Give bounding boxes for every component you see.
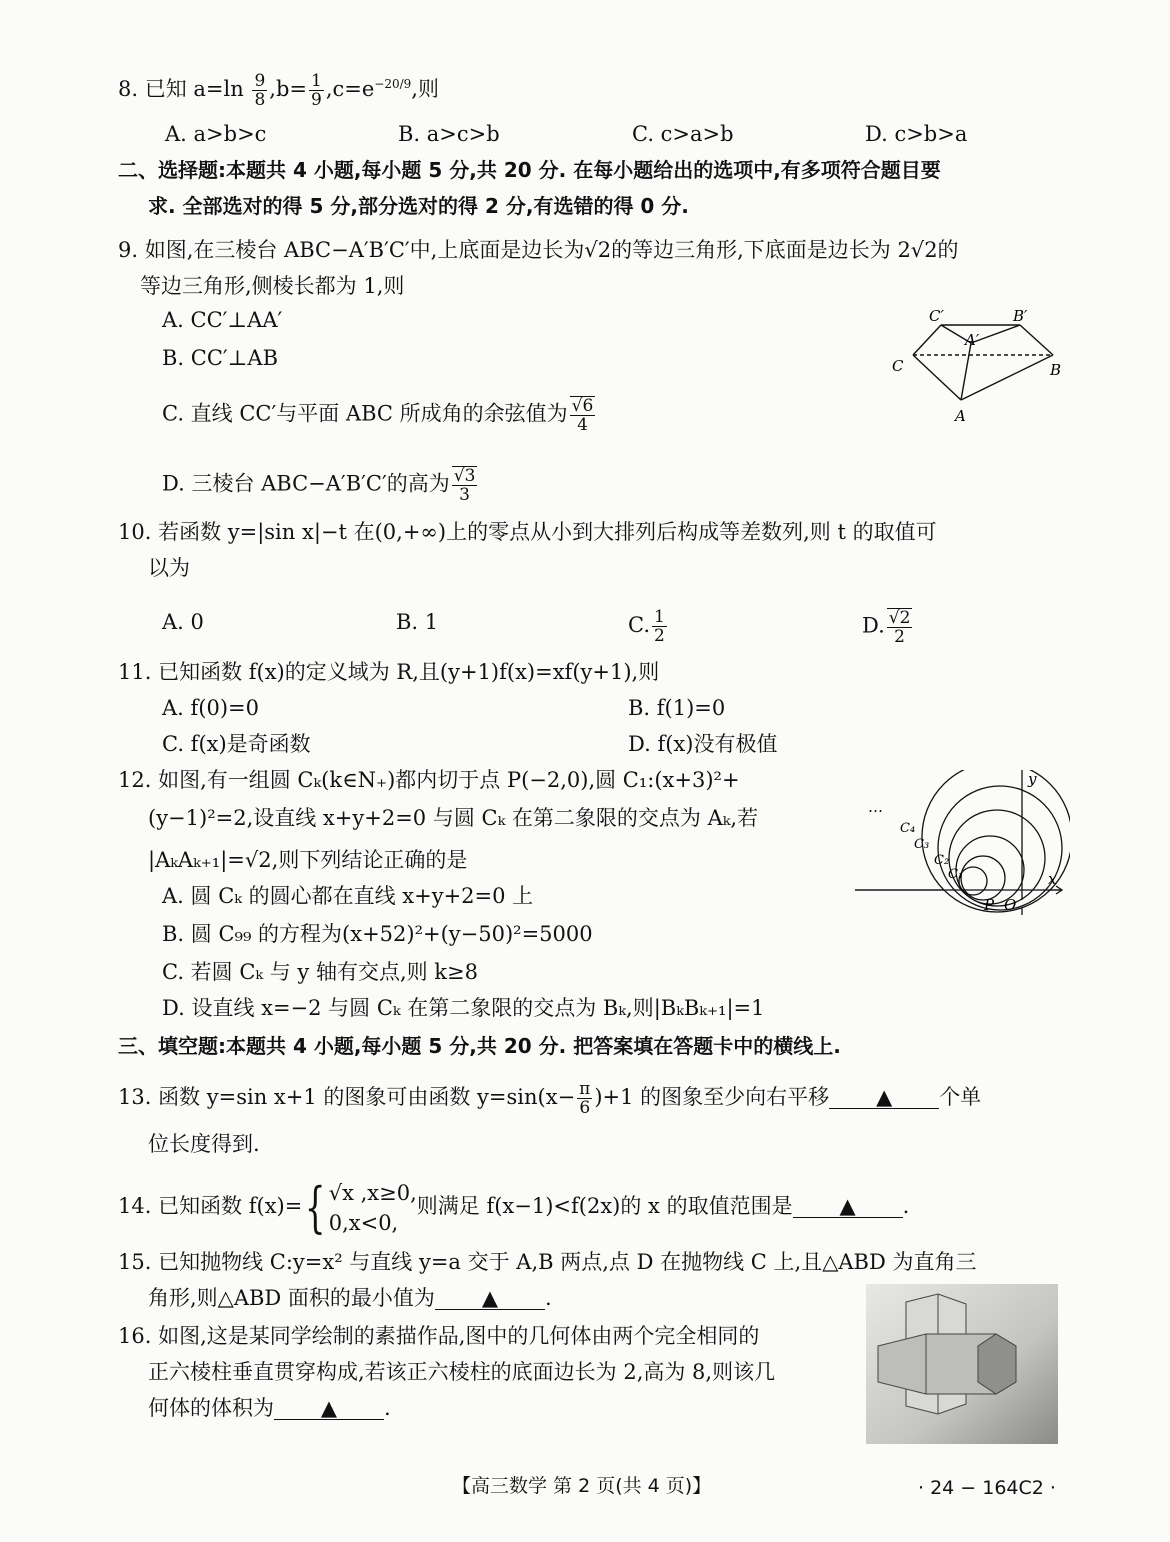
q16-stem-line2: 正六棱柱垂直贯穿构成,若该正六棱柱的底面边长为 2,高为 8,则该几 (148, 1360, 776, 1384)
q15-answer-blank[interactable]: ▲ (435, 1287, 545, 1310)
q9-label-b1: B′ (1013, 307, 1028, 325)
q8-a-fraction: $\frac{9}{8}$ (254, 71, 266, 110)
q14-cases: √x ,x≥0, 0,x<0, (328, 1180, 417, 1235)
q11-stem: 11. 已知函数 f(x)的定义域为 R,且(y+1)f(x)=xf(y+1),则 (118, 660, 660, 684)
q13-stem-line1: 13. 函数 y=sin x+1 的图象可由函数 y=sin(x− $\frac{\pi}{6}$ )+1 的图象至少向右平移 ▲ 个单 (118, 1079, 982, 1118)
q8-option-a: A. a>b>c (165, 122, 267, 146)
q11-option-c: C. f(x)是奇函数 (162, 732, 311, 756)
q12-option-c: C. 若圆 Cₖ 与 y 轴有交点,则 k≥8 (162, 960, 478, 984)
q8-b-fraction: $\frac{1}{9}$ (310, 71, 322, 110)
q14-stem: 14. 已知函数 f(x)={ √x ,x≥0, 0,x<0, 则满足 f(x−1)<f(2x)的 x 的取值范围是 ▲ . (118, 1175, 910, 1239)
q16-stem-line3: 何体的体积为 ▲ . (148, 1396, 391, 1420)
q12-label-c4: C₄ (900, 821, 916, 836)
q10-stem-line2: 以为 (148, 556, 190, 580)
section3-heading: 三、填空题:本题共 4 小题,每小题 5 分,共 20 分. 把答案填在答题卡中的横线上. (118, 1034, 841, 1058)
q9-stem-line2: 等边三角形,侧棱长都为 1,则 (140, 274, 405, 298)
q12-stem-line3: |AₖAₖ₊₁|=√2,则下列结论正确的是 (148, 848, 468, 872)
q9-option-b: B. CC′⊥AB (162, 346, 279, 370)
q12-option-b: B. 圆 C₉₉ 的方程为(x+52)²+(y−50)²=5000 (162, 922, 593, 946)
q12-label-c3: C₃ (914, 837, 930, 852)
q12-label-c2: C₂ (934, 853, 950, 868)
q13-stem-line2: 位长度得到. (148, 1132, 260, 1156)
q14-brace: { (305, 1175, 326, 1239)
q11-option-b: B. f(1)=0 (628, 696, 726, 720)
q10-stem-line1: 10. 若函数 y=|sin x|−t 在(0,+∞)上的零点从小到大排列后构成等差数列,则 t 的取值可 (118, 520, 937, 544)
q9-label-b: B (1050, 361, 1062, 379)
section2-heading: 二、选择题:本题共 4 小题,每小题 5 分,共 20 分. 在每小题给出的选项中,有多项符合题目要 (118, 158, 941, 182)
q10-option-b: B. 1 (396, 610, 439, 634)
q11-option-a: A. f(0)=0 (162, 696, 259, 720)
q12-stem-line2: (y−1)²=2,设直线 x+y+2=0 与圆 Cₖ 在第二象限的交点为 Aₖ,若 (148, 806, 759, 830)
q16-answer-blank[interactable]: ▲ (274, 1397, 384, 1420)
q12-stem-line1: 12. 如图,有一组圆 Cₖ(k∈N₊)都内切于点 P(−2,0),圆 C₁:(x+3)²+ (118, 768, 740, 792)
q8-stem: 8. 已知 a=ln $\frac{9}{8}$ ,b= $\frac{1}{9}$ $,c=e^{-20/9}$,则 (118, 71, 439, 110)
footer-code: · 24 − 164C2 · (918, 1477, 1056, 1499)
q9-label-a: A (955, 407, 966, 425)
q9-label-c1: C′ (929, 307, 944, 325)
q13-answer-blank[interactable]: ▲ (829, 1086, 939, 1109)
q9-option-d: D. 三棱台 ABC−A′B′C′的高为 $\frac{√3}{3}$ (162, 466, 476, 505)
q9-stem-line1: 9. 如图,在三棱台 ABC−A′B′C′中,上底面是边长为√2的等边三角形,下底面是边长为 2√2的 (118, 238, 959, 262)
q10-option-d: D. $\frac{√2}{2}$ (862, 608, 911, 647)
q12-label-o: O (1004, 896, 1017, 914)
q12-option-a: A. 圆 Cₖ 的圆心都在直线 x+y+2=0 上 (162, 884, 534, 908)
q15-stem-line1: 15. 已知抛物线 C:y=x² 与直线 y=a 交于 A,B 两点,点 D 在抛物线 C 上,且△ABD 为直角三 (118, 1250, 977, 1274)
q15-stem-line2: 角形,则△ABD 面积的最小值为 ▲ . (148, 1286, 552, 1310)
footer-page-info: 【高三数学 第 2 页(共 4 页)】 (452, 1475, 712, 1497)
q12-label-c1: C₁ (948, 867, 964, 882)
q16-sketch-figure (866, 1284, 1058, 1444)
q12-option-d: D. 设直线 x=−2 与圆 Cₖ 在第二象限的交点为 Bₖ,则|BₖBₖ₊₁|=1 (162, 996, 765, 1020)
q10-option-a: A. 0 (162, 610, 204, 634)
q12-label-y: y (1028, 770, 1037, 788)
section2-heading-cont: 求. 全部选对的得 5 分,部分选对的得 2 分,有选错的得 0 分. (148, 194, 689, 218)
q12-label-p: P (984, 896, 995, 914)
q16-stem-line1: 16. 如图,这是某同学绘制的素描作品,图中的几何体由两个完全相同的 (118, 1324, 760, 1348)
q8-option-c: C. c>a>b (632, 122, 734, 146)
q12-label-x: x (1048, 870, 1057, 888)
q8-option-d: D. c>b>a (865, 122, 968, 146)
q12-label-dots: … (868, 798, 883, 816)
q9-option-c: C. 直线 CC′与平面 ABC 所成角的余弦值为 $\frac{√6}{4}$ (162, 396, 594, 435)
q9-frustum-figure (885, 305, 1075, 430)
q9-label-c: C (892, 357, 904, 375)
q8-option-b: B. a>c>b (398, 122, 500, 146)
q9-option-a: A. CC′⊥AA′ (162, 308, 283, 332)
q11-option-d: D. f(x)没有极值 (628, 732, 778, 756)
q10-option-c: C. $\frac{1}{2}$ (628, 607, 665, 646)
q9-label-a1: A′ (965, 331, 980, 349)
q12-circles-figure (850, 770, 1070, 920)
q14-answer-blank[interactable]: ▲ (793, 1195, 903, 1218)
